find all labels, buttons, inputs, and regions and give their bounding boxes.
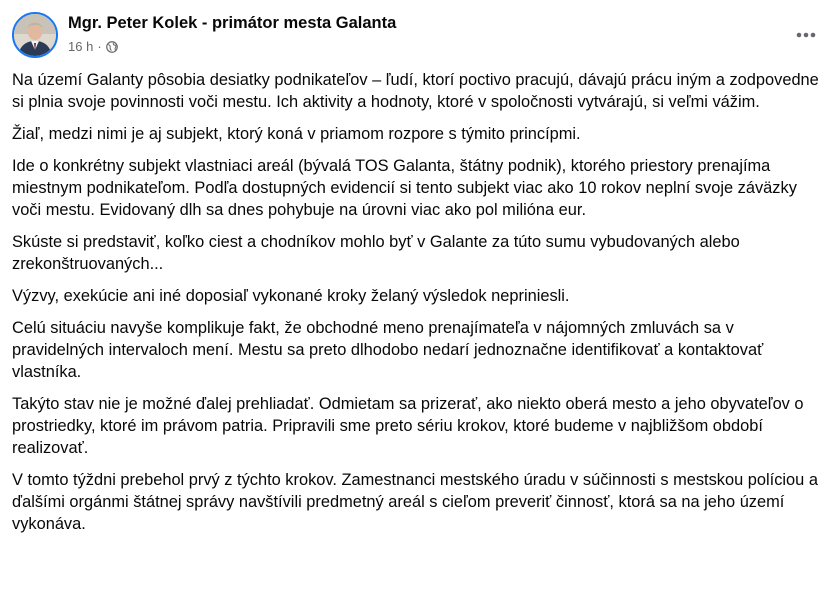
post-paragraph: V tomto týždni prebehol prvý z týchto krokov. Zamestnanci mestského úradu v súčinnosti s mestskou políciou a ďalšími orgánmi štátnej správy navštívili predmetný areál s cieľom preveriť činnosť, ktorá sa na jeho území vykonáva. (12, 471, 818, 533)
post-paragraph: Žiaľ, medzi nimi je aj subjekt, ktorý koná v priamom rozpore s týmito princípmi. (12, 125, 581, 143)
post-header (12, 12, 825, 60)
post-paragraph: Na území Galanty pôsobia desiatky podnikateľov – ľudí, ktorí poctivo pracujú, dávajú prácu iným a zodpovedne si plnia svoje povinnosti voči mestu. Ich aktivity a hodnoty, ktoré v spoločnosti vytvárajú, si veľmi vážim. (12, 71, 819, 111)
post-paragraph: Celú situáciu navyše komplikuje fakt, že obchodné meno prenajímateľa v nájomných zmluvách sa v pravidelných intervaloch mení. Mestu sa preto dlhodobo nedarí jednoznačne identifikovať a kontaktovať vlastníka. (12, 319, 764, 381)
more-horizontal-icon (796, 32, 816, 38)
post-timestamp[interactable]: 16 h (68, 39, 94, 54)
post-meta (68, 39, 118, 54)
more-options-button[interactable] (789, 18, 823, 52)
meta-separator: · (97, 39, 102, 54)
post-paragraph: Ide o konkrétny subjekt vlastniaci areál (bývalá TOS Galanta, štátny podnik), ktorého priestory prenajíma miestnym podnikateľom. Podľa dostupných evidencií si tento subjekt viac ako 10 rokov neplní svoje záväzky voči mestu. Evidovaný dlh sa dnes pohybuje na úrovni viac ako pol milióna eur. (12, 157, 797, 219)
avatar-image (14, 14, 56, 56)
post-body (12, 69, 825, 545)
globe-icon[interactable] (106, 41, 118, 53)
avatar[interactable] (12, 12, 58, 58)
post-paragraph: Takýto stav nie je možné ďalej prehliadať. Odmietam sa prizerať, ako niekto oberá mesto a jeho obyvateľov o prostriedky, ktoré im právom patria. Pripravili sme preto sériu krokov, ktoré budeme v najbližšom období realizovať. (12, 395, 804, 457)
author-name[interactable]: Mgr. Peter Kolek - primátor mesta Galanta (68, 14, 397, 32)
post-paragraph: Výzvy, exekúcie ani iné doposiaľ vykonané kroky želaný výsledok nepriniesli. (12, 287, 570, 305)
post-paragraph: Skúste si predstaviť, koľko ciest a chodníkov mohlo byť v Galante za túto sumu vybudovaných alebo zrekonštruovaných... (12, 233, 740, 273)
